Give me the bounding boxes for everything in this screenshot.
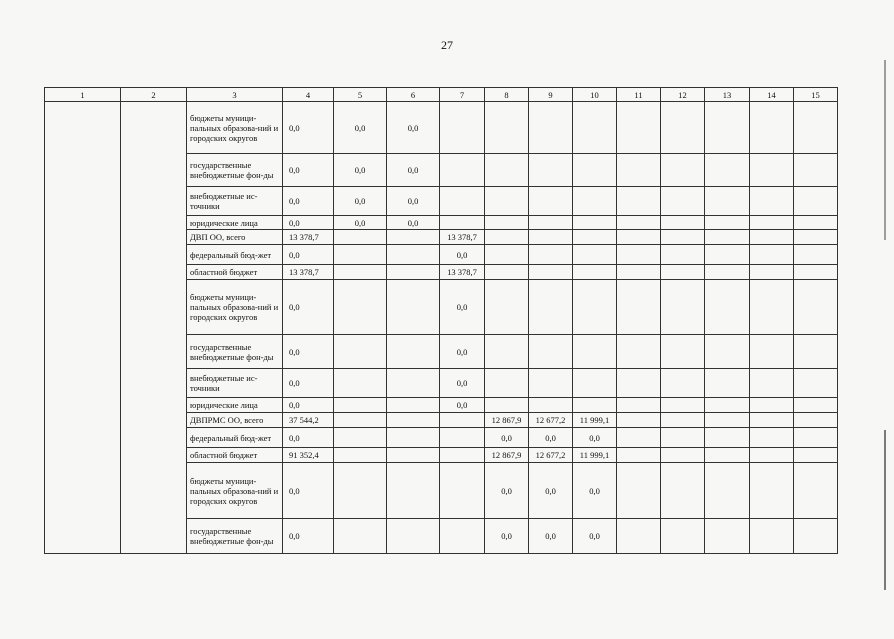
table-cell (485, 187, 529, 216)
table-cell (661, 216, 705, 230)
table-cell: 0,0 (334, 187, 387, 216)
table-cell (661, 369, 705, 398)
column-header: 10 (573, 88, 617, 102)
table-cell (573, 369, 617, 398)
column-header: 11 (617, 88, 661, 102)
table-cell (794, 216, 838, 230)
table-cell (440, 428, 485, 448)
table-cell: 0,0 (387, 187, 440, 216)
row-label: ДВПРМС ОО, всего (187, 413, 283, 428)
table-cell: 0,0 (440, 398, 485, 413)
table-cell (529, 398, 573, 413)
table-cell (573, 280, 617, 335)
table-cell (661, 463, 705, 519)
column-header: 8 (485, 88, 529, 102)
table-cell (573, 335, 617, 369)
table-cell (387, 519, 440, 554)
column-header: 4 (283, 88, 334, 102)
table-cell (529, 369, 573, 398)
table-cell (617, 154, 661, 187)
table-cell (440, 216, 485, 230)
table-cell: 12 677,2 (529, 448, 573, 463)
table-cell (334, 463, 387, 519)
column-header: 12 (661, 88, 705, 102)
table-cell: 0,0 (283, 102, 334, 154)
column-header: 14 (750, 88, 794, 102)
table-cell (529, 335, 573, 369)
table-cell (661, 102, 705, 154)
table-cell: 13 378,7 (283, 230, 334, 245)
table-cell (387, 280, 440, 335)
table-cell (529, 265, 573, 280)
table-cell (794, 413, 838, 428)
table-cell (617, 280, 661, 335)
table-cell (387, 463, 440, 519)
table-cell (661, 519, 705, 554)
table-cell: 0,0 (283, 463, 334, 519)
table-cell: 0,0 (387, 154, 440, 187)
table-cell (705, 154, 750, 187)
col-1-cell (45, 102, 121, 554)
table-cell (387, 413, 440, 428)
table-cell (334, 230, 387, 245)
column-header: 7 (440, 88, 485, 102)
table-cell (485, 154, 529, 187)
table-cell: 13 378,7 (283, 265, 334, 280)
table-cell (794, 245, 838, 265)
table-cell (387, 448, 440, 463)
table-cell (705, 398, 750, 413)
table-cell: 0,0 (485, 428, 529, 448)
table-cell (334, 519, 387, 554)
table-cell (705, 216, 750, 230)
table-cell (794, 187, 838, 216)
table-cell (529, 280, 573, 335)
table-cell (617, 428, 661, 448)
page-number: 27 (441, 38, 453, 52)
table-cell (387, 335, 440, 369)
table-row (45, 102, 838, 154)
table-cell (617, 413, 661, 428)
column-header: 15 (794, 88, 838, 102)
table-cell (750, 230, 794, 245)
table-cell (661, 245, 705, 265)
row-label: государственные внебюджетные фон-ды (187, 154, 283, 187)
table-cell (485, 398, 529, 413)
table-cell: 0,0 (440, 335, 485, 369)
table-cell (617, 398, 661, 413)
table-cell (529, 245, 573, 265)
table-cell (529, 230, 573, 245)
table-cell (750, 369, 794, 398)
table-cell: 0,0 (529, 463, 573, 519)
table-cell (617, 102, 661, 154)
table-cell (573, 265, 617, 280)
table-cell (334, 280, 387, 335)
table-cell (334, 335, 387, 369)
table-cell (573, 154, 617, 187)
row-label: внебюджетные ис-точники (187, 187, 283, 216)
table-cell: 0,0 (283, 280, 334, 335)
table-cell (794, 102, 838, 154)
table-cell (617, 448, 661, 463)
table-cell (750, 187, 794, 216)
table-cell: 0,0 (283, 398, 334, 413)
row-label: федеральный бюд-жет (187, 428, 283, 448)
table-cell (794, 154, 838, 187)
table-cell (485, 335, 529, 369)
table-cell (705, 448, 750, 463)
table-cell: 12 677,2 (529, 413, 573, 428)
table-cell (750, 245, 794, 265)
table-cell (794, 428, 838, 448)
table-cell (661, 154, 705, 187)
row-label: юридические лица (187, 216, 283, 230)
table-cell (334, 398, 387, 413)
table-cell (705, 230, 750, 245)
table-cell (750, 154, 794, 187)
table-cell (617, 335, 661, 369)
table-cell (573, 102, 617, 154)
table-cell (387, 245, 440, 265)
table-cell (485, 245, 529, 265)
scan-edge-mark (884, 60, 886, 240)
table-cell: 0,0 (573, 463, 617, 519)
row-label: областной бюджет (187, 265, 283, 280)
table-cell (705, 280, 750, 335)
table-cell (617, 187, 661, 216)
table-cell (573, 187, 617, 216)
scan-edge-mark (884, 430, 886, 590)
table-cell (485, 216, 529, 230)
column-header: 1 (45, 88, 121, 102)
table-cell (750, 519, 794, 554)
table-cell: 0,0 (283, 216, 334, 230)
table-cell (661, 398, 705, 413)
table-cell (573, 245, 617, 265)
table-cell (750, 265, 794, 280)
table-cell (440, 154, 485, 187)
table-cell (334, 245, 387, 265)
table-cell (387, 369, 440, 398)
table-cell (440, 463, 485, 519)
table-cell: 0,0 (387, 102, 440, 154)
table-cell (617, 369, 661, 398)
row-label: бюджеты муници-пальных образова-ний и городских округов (187, 463, 283, 519)
table-cell (334, 265, 387, 280)
table-cell: 0,0 (334, 102, 387, 154)
row-label: бюджеты муници-пальных образова-ний и городских округов (187, 102, 283, 154)
table-cell (750, 463, 794, 519)
table-cell: 0,0 (283, 519, 334, 554)
table-cell: 91 352,4 (283, 448, 334, 463)
table-cell (387, 428, 440, 448)
table-cell (750, 398, 794, 413)
col-2-cell (121, 102, 187, 554)
table-cell: 12 867,9 (485, 413, 529, 428)
table-cell: 0,0 (334, 216, 387, 230)
table-cell (661, 335, 705, 369)
table-cell: 0,0 (573, 428, 617, 448)
table-cell (705, 369, 750, 398)
row-label: областной бюджет (187, 448, 283, 463)
table-cell (334, 369, 387, 398)
table-cell: 13 378,7 (440, 230, 485, 245)
budget-table (44, 87, 838, 554)
table-cell (794, 369, 838, 398)
table-cell (794, 280, 838, 335)
table-cell (387, 398, 440, 413)
table-cell (750, 448, 794, 463)
table-cell (705, 335, 750, 369)
table-cell (440, 102, 485, 154)
table-cell (750, 335, 794, 369)
table-cell (617, 230, 661, 245)
table-cell (529, 154, 573, 187)
table-cell (661, 265, 705, 280)
row-label: бюджеты муници-пальных образова-ний и городских округов (187, 280, 283, 335)
table-cell: 0,0 (485, 519, 529, 554)
row-label: государственные внебюджетные фон-ды (187, 519, 283, 554)
table-cell (794, 519, 838, 554)
table-cell: 0,0 (283, 154, 334, 187)
table-cell (750, 102, 794, 154)
table-cell (617, 216, 661, 230)
table-cell (750, 428, 794, 448)
table-cell (485, 230, 529, 245)
table-cell (485, 102, 529, 154)
table-cell: 0,0 (573, 519, 617, 554)
table-cell: 0,0 (334, 154, 387, 187)
table-cell (705, 102, 750, 154)
table-cell (617, 265, 661, 280)
table-cell (485, 280, 529, 335)
table-cell: 13 378,7 (440, 265, 485, 280)
table-cell (387, 230, 440, 245)
table-cell (529, 102, 573, 154)
row-label: внебюджетные ис-точники (187, 369, 283, 398)
table-cell (750, 413, 794, 428)
table-cell (705, 519, 750, 554)
table-cell: 0,0 (485, 463, 529, 519)
table-cell (705, 265, 750, 280)
table-cell: 12 867,9 (485, 448, 529, 463)
row-label: федеральный бюд-жет (187, 245, 283, 265)
table-cell (440, 413, 485, 428)
table-cell (661, 230, 705, 245)
table-cell: 0,0 (440, 280, 485, 335)
column-header: 6 (387, 88, 440, 102)
table-cell (334, 413, 387, 428)
table-cell (529, 216, 573, 230)
table-cell: 0,0 (529, 428, 573, 448)
table-cell (334, 448, 387, 463)
table-cell (334, 428, 387, 448)
table-cell (573, 398, 617, 413)
table-cell: 0,0 (283, 245, 334, 265)
table-cell: 0,0 (283, 187, 334, 216)
table-cell (617, 463, 661, 519)
table-cell: 11 999,1 (573, 413, 617, 428)
table-cell (440, 448, 485, 463)
table-cell: 0,0 (387, 216, 440, 230)
table-cell (794, 265, 838, 280)
table-cell (387, 265, 440, 280)
table-cell (794, 398, 838, 413)
table-cell (705, 187, 750, 216)
column-header: 9 (529, 88, 573, 102)
table-cell (794, 448, 838, 463)
row-label: государственные внебюджетные фон-ды (187, 335, 283, 369)
table-cell (661, 280, 705, 335)
table-cell (794, 230, 838, 245)
table-cell: 0,0 (283, 369, 334, 398)
table-cell (661, 448, 705, 463)
table-cell (529, 187, 573, 216)
column-header: 3 (187, 88, 283, 102)
table-cell: 0,0 (440, 369, 485, 398)
table-cell (750, 280, 794, 335)
table-cell (661, 187, 705, 216)
table-cell (440, 187, 485, 216)
row-label: юридические лица (187, 398, 283, 413)
table-cell (705, 428, 750, 448)
row-label: ДВП ОО, всего (187, 230, 283, 245)
table-cell (485, 265, 529, 280)
table-cell (617, 245, 661, 265)
table-cell: 11 999,1 (573, 448, 617, 463)
table-cell (705, 413, 750, 428)
table-cell (705, 463, 750, 519)
column-header: 2 (121, 88, 187, 102)
table-cell (573, 230, 617, 245)
column-header: 5 (334, 88, 387, 102)
table-cell: 0,0 (440, 245, 485, 265)
table-cell (750, 216, 794, 230)
header-row (45, 88, 838, 102)
table-cell (661, 428, 705, 448)
table-cell: 0,0 (529, 519, 573, 554)
table-cell: 0,0 (283, 428, 334, 448)
table-cell (705, 245, 750, 265)
table-cell (573, 216, 617, 230)
table-cell (794, 335, 838, 369)
table-cell (794, 463, 838, 519)
table-cell (617, 519, 661, 554)
table-cell: 37 544,2 (283, 413, 334, 428)
column-header: 13 (705, 88, 750, 102)
table-cell (485, 369, 529, 398)
table-cell (661, 413, 705, 428)
table-cell: 0,0 (283, 335, 334, 369)
table-cell (440, 519, 485, 554)
